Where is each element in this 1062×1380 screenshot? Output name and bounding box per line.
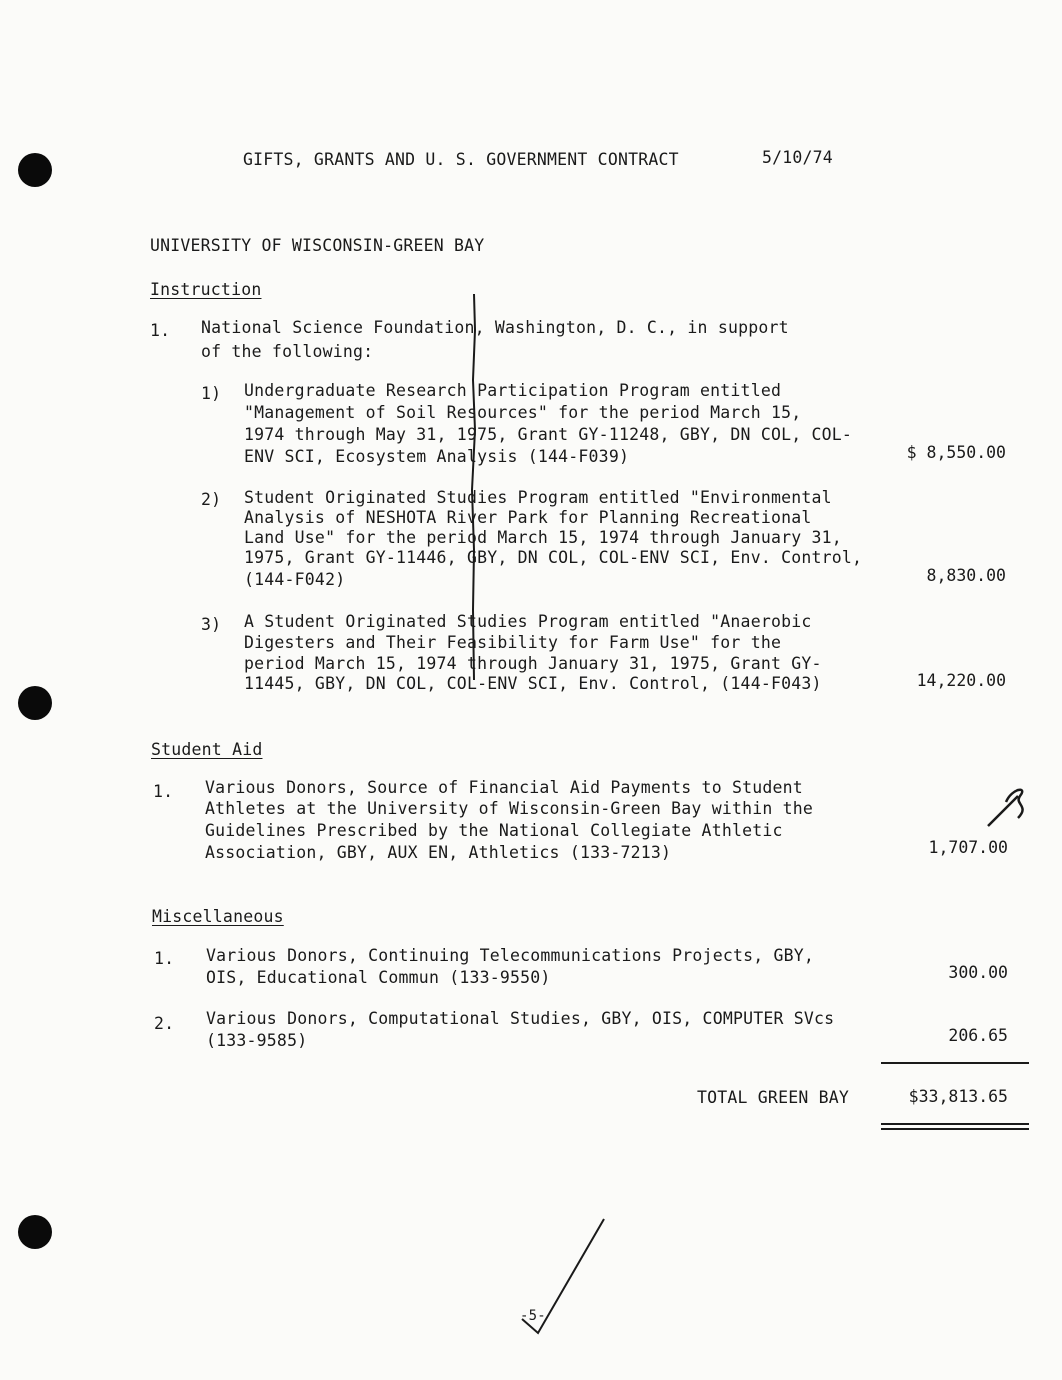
item-text-line: OIS, Educational Commun (133-9550): [206, 968, 551, 987]
amount: 14,220.00: [916, 671, 1006, 690]
subitem-text-line: "Management of Soil Resources" for the period March 15,: [244, 403, 802, 422]
item-text-line: Various Donors, Source of Financial Aid Payments to Student: [205, 778, 803, 797]
subitem-number: 2): [201, 490, 222, 509]
subitem-text-line: period March 15, 1974 through January 31, 1975, Grant GY-: [244, 654, 822, 673]
total-label: TOTAL GREEN BAY: [697, 1088, 850, 1107]
amount: 300.00: [948, 963, 1008, 982]
hole-punch-middle: [18, 686, 52, 720]
subitem-number: 3): [201, 615, 222, 634]
item-text-line: (133-9585): [206, 1031, 308, 1050]
subitem-text-line: Digesters and Their Feasibility for Farm Use" for the: [244, 633, 782, 652]
item-text-line: Various Donors, Continuing Telecommunications Projects, GBY,: [206, 946, 815, 965]
institution-name: UNIVERSITY OF WISCONSIN-GREEN BAY: [150, 236, 485, 255]
section-heading-student-aid: Student Aid: [151, 740, 263, 759]
page-number: -5-: [520, 1308, 546, 1324]
subitem-text-line: Student Originated Studies Program entitled "Environmental: [244, 488, 832, 507]
item-number: 2.: [154, 1014, 175, 1033]
item-number: 1.: [150, 321, 171, 340]
section-heading-instruction: Instruction: [150, 280, 262, 299]
subitem-text-line: Analysis of NESHOTA River Park for Planning Recreational: [244, 508, 812, 527]
subitem-text-line: 1975, Grant GY-11446, GBY, DN COL, COL-ENV SCI, Env. Control,: [244, 548, 863, 567]
total-double-rule-bottom: [881, 1128, 1029, 1130]
item-text-line: Association, GBY, AUX EN, Athletics (133-7213): [205, 843, 672, 862]
subitem-text-line: ENV SCI, Ecosystem Analysis (144-F039): [244, 447, 630, 466]
document-date: 5/10/74: [762, 148, 833, 167]
total-double-rule-top: [881, 1123, 1029, 1125]
item-text-line: Various Donors, Computational Studies, GBY, OIS, COMPUTER SVcs: [206, 1009, 835, 1028]
subitem-text-line: (144-F042): [244, 570, 346, 589]
hole-punch-top: [18, 153, 52, 187]
item-text-line: Guidelines Prescribed by the National Collegiate Athletic: [205, 821, 783, 840]
subtotal-rule: [881, 1062, 1029, 1064]
item-number: 1.: [154, 949, 175, 968]
total-amount: $33,813.65: [908, 1087, 1008, 1106]
subitem-text-line: 11445, GBY, DN COL, COL-ENV SCI, Env. Control, (144-F043): [244, 674, 822, 693]
amount: 1,707.00: [928, 838, 1008, 857]
section-heading-miscellaneous: Miscellaneous: [152, 907, 284, 926]
pen-strike-line: [462, 290, 492, 690]
amount: 206.65: [948, 1026, 1008, 1045]
subitem-text-line: Land Use" for the period March 15, 1974 through January 31,: [244, 528, 842, 547]
subitem-number: 1): [201, 384, 222, 403]
subitem-text-line: 1974 through May 31, 1975, Grant GY-11248, GBY, DN COL, COL-: [244, 425, 853, 444]
amount: $ 8,550.00: [906, 443, 1006, 462]
handwritten-checkmark-icon: [984, 782, 1034, 832]
item-text-line: National Science Foundation, Washington, D. C., in support: [201, 318, 789, 337]
item-text-line: Athletes at the University of Wisconsin-Green Bay within the: [205, 799, 814, 818]
hole-punch-bottom: [18, 1215, 52, 1249]
amount: 8,830.00: [926, 566, 1006, 585]
document-title: GIFTS, GRANTS AND U. S. GOVERNMENT CONTRACT: [243, 150, 679, 169]
item-text-line: of the following:: [201, 342, 374, 361]
subitem-text-line: A Student Originated Studies Program entitled "Anaerobic: [244, 612, 812, 631]
subitem-text-line: Undergraduate Research Participation Program entitled: [244, 381, 782, 400]
item-number: 1.: [153, 782, 174, 801]
